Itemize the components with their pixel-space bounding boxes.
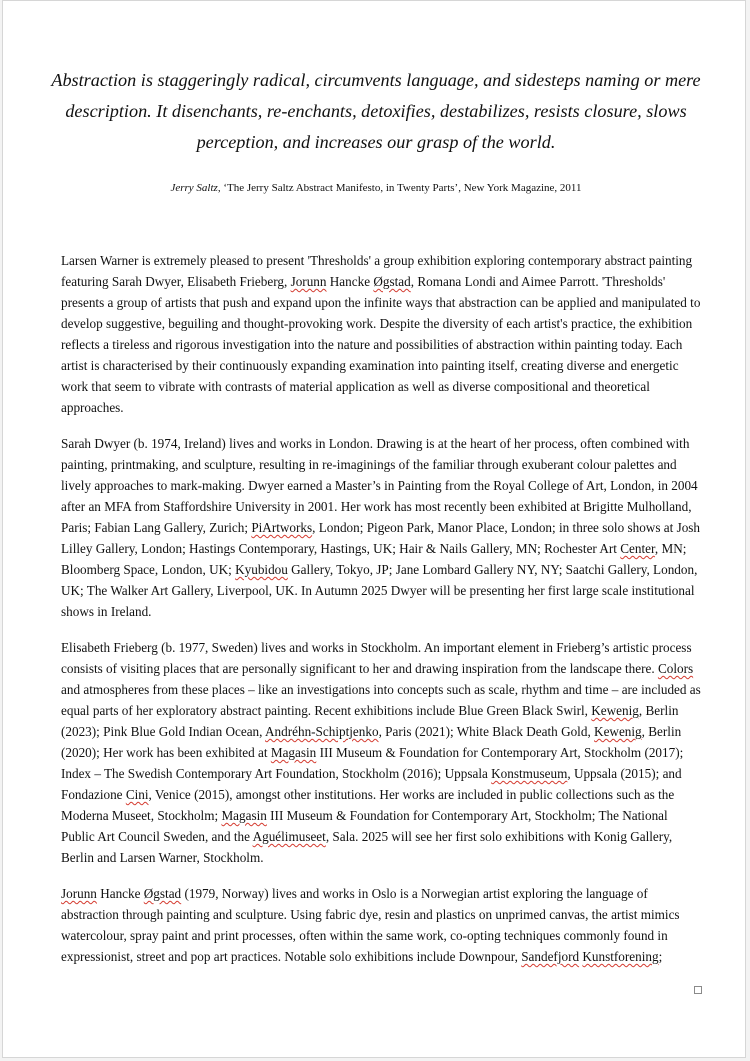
press-release-body bbox=[61, 250, 701, 982]
spellcheck-flag[interactable]: Colors bbox=[657, 661, 694, 676]
epigraph-quote: Abstraction is staggeringly radical, circumvents language, and sidesteps naming or mere description. It disenchants, re-enchants, detoxifies, destabilizes, resists closure, slows perception, and increases our grasp of the world. bbox=[51, 70, 701, 152]
document-page bbox=[2, 0, 746, 1058]
spellcheck-flag[interactable]: Andréhn-Schiptjenko bbox=[265, 724, 379, 739]
spellcheck-flag[interactable]: Kewenig bbox=[594, 724, 642, 739]
spellcheck-flag[interactable]: Kewenig bbox=[591, 703, 639, 718]
paragraph-sarah-dwyer: Sarah Dwyer (b. 1974, Ireland) lives and works in London. Drawing is at the heart of her process, often combined with painting, printmaking, and sculpture, resulting in re-imaginings of the familiar through exuberant colour palettes and lively approaches to mark-making. Dwyer earned a Master’s in Painting from the Royal College of Art, London, in 2004 after an MFA from Staffordshire University in 2001. Her work has most recently been exhibited at Brigitte Mulholland, Paris; Fabian Lang Gallery, Zurich; PiArtworks, London; Pigeon Park, Manor Place, London; in three solo shows at Josh Lilley Gallery, London; Hastings Contemporary, Hastings, UK; Hair & Nails Gallery, MN; Rochester Art Center, MN; Bloomberg Space, London, UK; Kyubidou Gallery, Tokyo, JP; Jane Lombard Gallery NY, NY; Saatchi Gallery, London, UK; The Walker Art Gallery, Liverpool, UK. In Autumn 2025 Dwyer will be presenting her first large scale institutional shows in Ireland. bbox=[61, 436, 701, 619]
spellcheck-flag[interactable]: Jorunn bbox=[290, 274, 327, 289]
citation-source: ‘The Jerry Saltz Abstract Manifesto, in Twenty Parts’, New York Magazine, 2011 bbox=[220, 182, 582, 194]
spellcheck-flag[interactable]: Center bbox=[620, 541, 655, 556]
paragraph-elisabeth-frieberg: Elisabeth Frieberg (b. 1977, Sweden) lives and works in Stockholm. An important element in Frieberg’s artistic process consists of visiting places that are personally significant to her and drawing inspiration from the landscape there. Colors and atmospheres from these places – like an investigations into concepts such as scale, rhythm and time – are included as equal parts of her exploratory abstract painting. Recent exhibitions include Blue Green Black Swirl, Kewenig, Berlin (2023); Pink Blue Gold Indian Ocean, Andréhn-Schiptjenko, Paris (2021); White Black Death Gold, Kewenig, Berlin (2020); Her work has been exhibited at Magasin III Museum & Foundation for Contemporary Art, Stockholm (2017); Index – The Swedish Contemporary Art Foundation, Stockholm (2016); Uppsala Konstmuseum, Uppsala (2015); and Fondazione Cini, Venice (2015), amongst other institutions. Her works are included in public collections such as the Moderna Museet, Stockholm; Magasin III Museum & Foundation for Contemporary Art, Stockholm; The National Public Art Council Sweden, and the Aguélimuseet, Sala. 2025 will see her first solo exhibitions with Konig Gallery, Berlin and Larsen Warner, Stockholm. bbox=[61, 640, 701, 865]
spellcheck-flag[interactable]: Øgstad bbox=[143, 886, 182, 901]
resize-handle-icon[interactable] bbox=[694, 986, 702, 994]
spellcheck-flag[interactable]: Øgstad bbox=[373, 274, 411, 289]
paragraph-jorunn-ogstad: Jorunn Hancke Øgstad (1979, Norway) lives and works in Oslo is a Norwegian artist exploring the language of abstraction through painting and sculpture. Using fabric dye, resin and plastics on unprimed canvas, the artist mimics watercolour, spray paint and print processes, often within the same work, co-opting techniques commonly found in expressionist, street and pop art practices. Notable solo exhibitions include Downpour, Sandefjord Kunstforening; bbox=[61, 886, 680, 964]
spellcheck-flag[interactable]: Sandefjord bbox=[521, 949, 580, 964]
citation-author: Jerry Saltz, bbox=[170, 182, 221, 194]
spellcheck-flag[interactable]: Jorunn bbox=[61, 886, 97, 901]
spellcheck-flag[interactable]: Kunstforening bbox=[582, 949, 659, 964]
spellcheck-flag[interactable]: Magasin bbox=[270, 745, 317, 760]
spellcheck-flag[interactable]: PiArtworks bbox=[251, 520, 313, 535]
spellcheck-flag[interactable]: Kyubidou bbox=[235, 562, 288, 577]
spellcheck-flag[interactable]: Cini bbox=[125, 787, 149, 802]
quote-citation bbox=[43, 182, 709, 194]
paragraph-intro: Larsen Warner is extremely pleased to present 'Thresholds' a group exhibition exploring contemporary abstract painting featuring Sarah Dwyer, Elisabeth Frieberg, Jorunn Hancke Øgstad, Romana Londi and Aimee Parrott. 'Thresholds' presents a group of artists that push and expand upon the infinite ways that abstraction can be applied and manipulated to develop suggestive, beguiling and thought-provoking work. Despite the diversity of each artist's practice, the exhibition reflects a tireless and rigorous investigation into the nature and possibilities of abstraction within painting today. Each artist is characterised by their continuously expanding examination into painting itself, creating diverse and energetic work that seem to vibrate with contrasts of material application as well as diverse compositional and theoretical approaches. bbox=[61, 253, 701, 415]
spellcheck-flag[interactable]: Konstmuseum bbox=[491, 766, 568, 781]
spellcheck-flag[interactable]: Aguélimuseet bbox=[252, 829, 326, 844]
spellcheck-flag[interactable]: Magasin bbox=[221, 808, 267, 823]
